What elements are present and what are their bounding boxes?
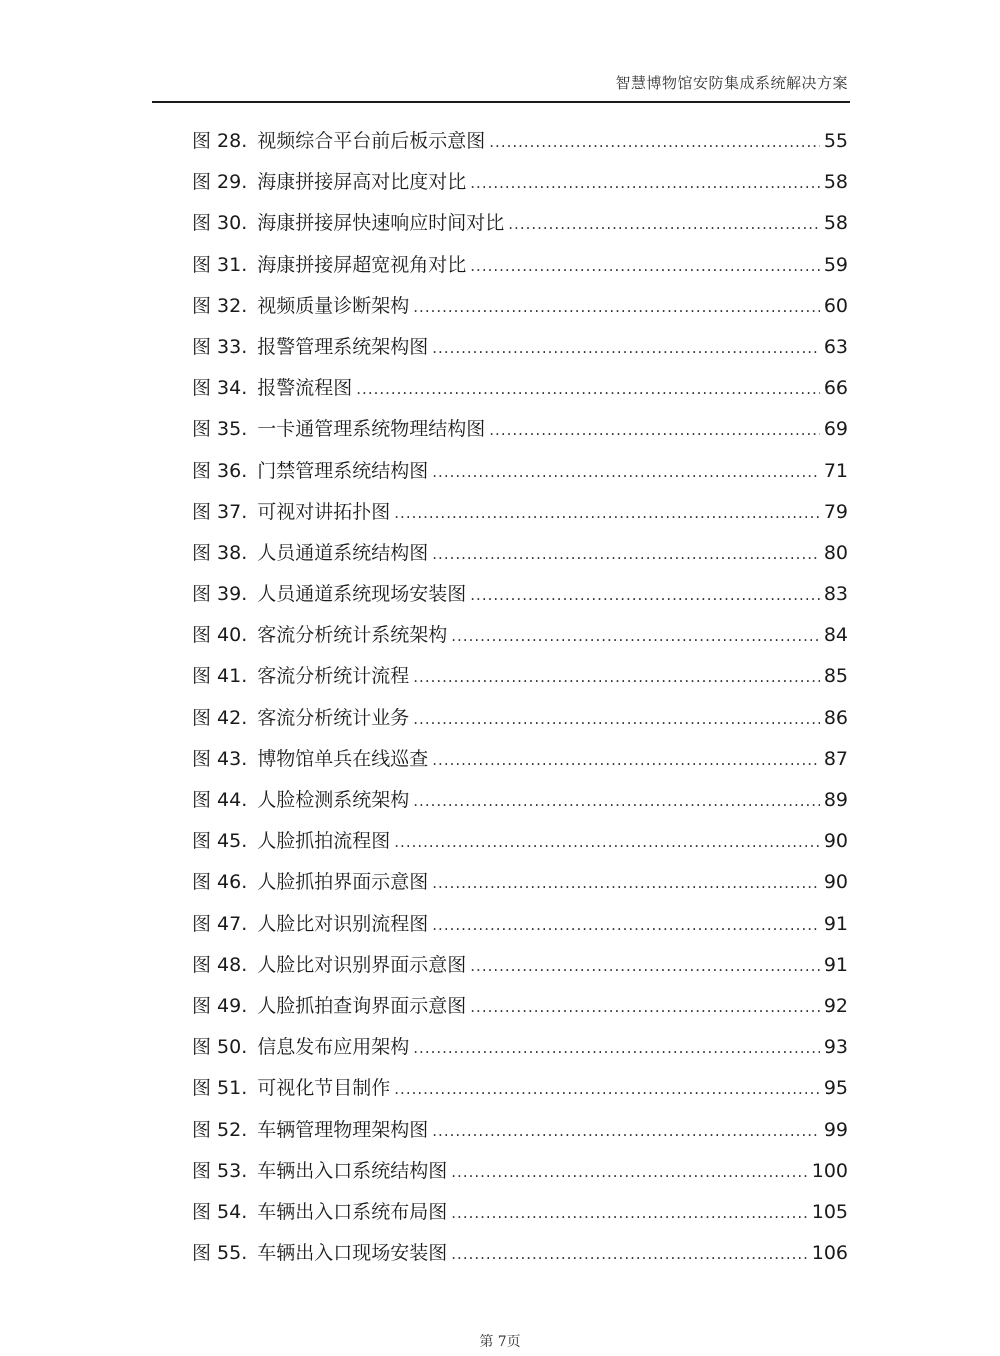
toc-entry-label: 图 32.: [192, 294, 248, 317]
toc-dot-leader: [508, 204, 820, 245]
toc-entry-label: 图 42.: [192, 706, 248, 729]
toc-entry[interactable]: [192, 656, 848, 697]
toc-entry[interactable]: [192, 821, 848, 862]
toc-dot-leader: [394, 493, 820, 534]
toc-entry[interactable]: [192, 904, 848, 945]
toc-entry-page-number: 90: [823, 871, 848, 894]
toc-entry-title: 人脸比对识别界面示意图: [257, 953, 467, 976]
toc-dot-leader: [432, 452, 820, 493]
toc-entry[interactable]: [192, 162, 848, 203]
toc-entry-label: 图 54.: [192, 1200, 248, 1223]
toc-entry-label: 图 39.: [192, 583, 248, 606]
toc-entry-title: 视频质量诊断架构: [257, 294, 410, 317]
toc-entry-label: 图 31.: [192, 253, 248, 276]
toc-entry-label: 图 53.: [192, 1159, 248, 1182]
toc-entry-label: 图 38.: [192, 541, 248, 564]
toc-entry-label: 图 55.: [192, 1242, 248, 1265]
toc-entry-label: 图 30.: [192, 212, 248, 235]
toc-dot-leader: [413, 699, 820, 740]
toc-entry-title: 车辆管理物理架构图: [257, 1118, 429, 1141]
page-header: 智慧博物馆安防集成系统解决方案: [615, 74, 848, 92]
toc-entry-title: 人脸抓拍流程图: [257, 830, 391, 853]
toc-entry-label: 图 45.: [192, 830, 248, 853]
toc-entry[interactable]: [192, 368, 848, 409]
toc-entry-page-number: 89: [823, 789, 848, 811]
toc-entry-title: 人脸比对识别流程图: [257, 912, 429, 935]
toc-entry-title: 可视化节目制作: [257, 1077, 391, 1100]
toc-entry-page-number: 71: [823, 459, 848, 482]
toc-entry-title: 报警管理系统架构图: [257, 335, 429, 358]
toc-entry[interactable]: [192, 203, 848, 244]
toc-entry-label: 图 52.: [192, 1118, 248, 1141]
toc-entry-page-number: 59: [823, 253, 848, 276]
toc-entry-title: 人脸抓拍查询界面示意图: [257, 994, 467, 1017]
toc-entry-title: 博物馆单兵在线巡查: [257, 747, 429, 770]
toc-entry[interactable]: [192, 574, 848, 615]
toc-entry-label: 图 33.: [192, 335, 248, 358]
toc-entry-title: 海康拼接屏超宽视角对比: [257, 253, 467, 276]
toc-entry-title: 海康拼接屏快速响应时间对比: [257, 212, 505, 235]
toc-dot-leader: [432, 328, 820, 369]
toc-entry[interactable]: [192, 780, 848, 821]
toc-entry-title: 客流分析统计系统架构: [257, 624, 448, 647]
header-divider: [152, 101, 850, 103]
toc-entry[interactable]: [192, 1027, 848, 1068]
toc-dot-leader: [394, 822, 820, 863]
toc-entry[interactable]: [192, 1110, 848, 1151]
toc-entry-page-number: 80: [823, 541, 848, 564]
toc-entry-label: 图 29.: [192, 171, 248, 194]
toc-entry[interactable]: [192, 1151, 848, 1192]
toc-entry-page-number: 90: [823, 830, 848, 853]
toc-entry-title: 可视对讲拓扑图: [257, 500, 391, 523]
toc-entry[interactable]: [192, 986, 848, 1027]
toc-entry-page-number: 60: [823, 294, 848, 317]
toc-entry[interactable]: [192, 492, 848, 533]
toc-dot-leader: [413, 1028, 820, 1069]
toc-entry[interactable]: [192, 121, 848, 162]
toc-entry-page-number: 69: [823, 418, 848, 441]
toc-entry-label: 图 40.: [192, 624, 248, 647]
toc-entry[interactable]: [192, 409, 848, 450]
toc-entry-page-number: 66: [823, 377, 848, 400]
page-number: 第 7页: [479, 1334, 521, 1350]
toc-entry[interactable]: [192, 615, 848, 656]
toc-dot-leader: [413, 657, 820, 698]
toc-entry-page-number: 100: [811, 1159, 848, 1182]
toc-entry-title: 海康拼接屏高对比度对比: [257, 171, 467, 194]
toc-dot-leader: [470, 987, 820, 1028]
toc-entry-page-number: 91: [823, 953, 848, 976]
toc-dot-leader: [489, 410, 820, 451]
toc-dot-leader: [413, 287, 820, 328]
toc-dot-leader: [451, 1193, 807, 1234]
toc-entry[interactable]: [192, 245, 848, 286]
toc-dot-leader: [470, 946, 820, 987]
toc-entry-page-number: 58: [823, 171, 848, 194]
toc-entry-label: 图 48.: [192, 953, 248, 976]
toc-dot-leader: [432, 905, 820, 946]
toc-entry[interactable]: [192, 286, 848, 327]
toc-entry-page-number: 84: [823, 624, 848, 647]
toc-entry-title: 一卡通管理系统物理结构图: [257, 418, 486, 441]
toc-entry-title: 信息发布应用架构: [257, 1036, 410, 1059]
toc-entry-title: 人员通道系统现场安装图: [257, 583, 467, 606]
toc-entry-page-number: 93: [823, 1036, 848, 1059]
toc-entry[interactable]: [192, 451, 848, 492]
toc-entry-title: 客流分析统计流程: [257, 665, 410, 688]
toc-dot-leader: [489, 122, 820, 163]
toc-entry[interactable]: [192, 739, 848, 780]
toc-entry-title: 客流分析统计业务: [257, 706, 410, 729]
toc-dot-leader: [470, 163, 820, 204]
toc-entry-title: 人员通道系统结构图: [257, 541, 429, 564]
toc-entry-label: 图 50.: [192, 1036, 248, 1059]
toc-entry-title: 报警流程图: [257, 377, 353, 400]
toc-entry[interactable]: [192, 533, 848, 574]
toc-dot-leader: [451, 1152, 807, 1193]
toc-entry[interactable]: [192, 698, 848, 739]
toc-entry-label: 图 47.: [192, 912, 248, 935]
toc-entry-page-number: 106: [811, 1242, 848, 1265]
toc-dot-leader: [470, 246, 820, 287]
toc-entry-page-number: 87: [823, 747, 848, 770]
toc-entry-page-number: 99: [823, 1118, 848, 1141]
toc-dot-leader: [394, 1069, 820, 1110]
toc-entry-page-number: 105: [811, 1200, 848, 1223]
toc-entry-page-number: 92: [823, 994, 848, 1017]
toc-entry-page-number: 79: [823, 500, 848, 523]
toc-entry[interactable]: [192, 1068, 848, 1109]
toc-entry-title: 人脸检测系统架构: [257, 789, 410, 811]
toc-entry-title: 门禁管理系统结构图: [257, 459, 429, 482]
toc-entry-page-number: 55: [823, 130, 848, 152]
toc-entry-label: 图 49.: [192, 994, 248, 1017]
toc-dot-leader: [432, 863, 820, 904]
toc-entry-page-number: 63: [823, 335, 848, 358]
toc-dot-leader: [432, 740, 820, 781]
toc-entry[interactable]: [192, 1192, 848, 1233]
toc-entry-label: 图 44.: [192, 789, 248, 811]
toc-entry-title: 车辆出入口系统结构图: [257, 1159, 448, 1182]
toc-entry-title: 视频综合平台前后板示意图: [257, 130, 486, 152]
toc-entry[interactable]: [192, 862, 848, 903]
toc-entry-title: 车辆出入口系统布局图: [257, 1200, 448, 1223]
toc-entry-label: 图 34.: [192, 377, 248, 400]
toc-entry[interactable]: [192, 1233, 848, 1274]
toc-entry-page-number: 95: [823, 1077, 848, 1100]
toc-entry-page-number: 91: [823, 912, 848, 935]
toc-entry[interactable]: [192, 945, 848, 986]
toc-entry-title: 人脸抓拍界面示意图: [257, 871, 429, 894]
toc-dot-leader: [451, 1234, 807, 1275]
toc-dot-leader: [413, 781, 820, 822]
toc-entry-label: 图 43.: [192, 747, 248, 770]
toc-entry-label: 图 46.: [192, 871, 248, 894]
toc-entry-label: 图 51.: [192, 1077, 248, 1100]
toc-entry-label: 图 41.: [192, 665, 248, 688]
toc-entry-label: 图 35.: [192, 418, 248, 441]
toc-entry-page-number: 86: [823, 706, 848, 729]
toc-entry-title: 车辆出入口现场安装图: [257, 1242, 448, 1265]
toc-entry[interactable]: [192, 327, 848, 368]
toc-dot-leader: [356, 369, 820, 410]
toc-entry-page-number: 83: [823, 583, 848, 606]
toc-dot-leader: [432, 1111, 820, 1152]
toc-dot-leader: [470, 575, 820, 616]
figure-table-of-contents: [192, 121, 848, 1274]
toc-entry-label: 图 37.: [192, 500, 248, 523]
toc-entry-label: 图 28.: [192, 130, 248, 152]
toc-entry-label: 图 36.: [192, 459, 248, 482]
toc-entry-page-number: 85: [823, 665, 848, 688]
toc-entry-page-number: 58: [823, 212, 848, 235]
toc-dot-leader: [451, 616, 820, 657]
toc-dot-leader: [432, 534, 820, 575]
